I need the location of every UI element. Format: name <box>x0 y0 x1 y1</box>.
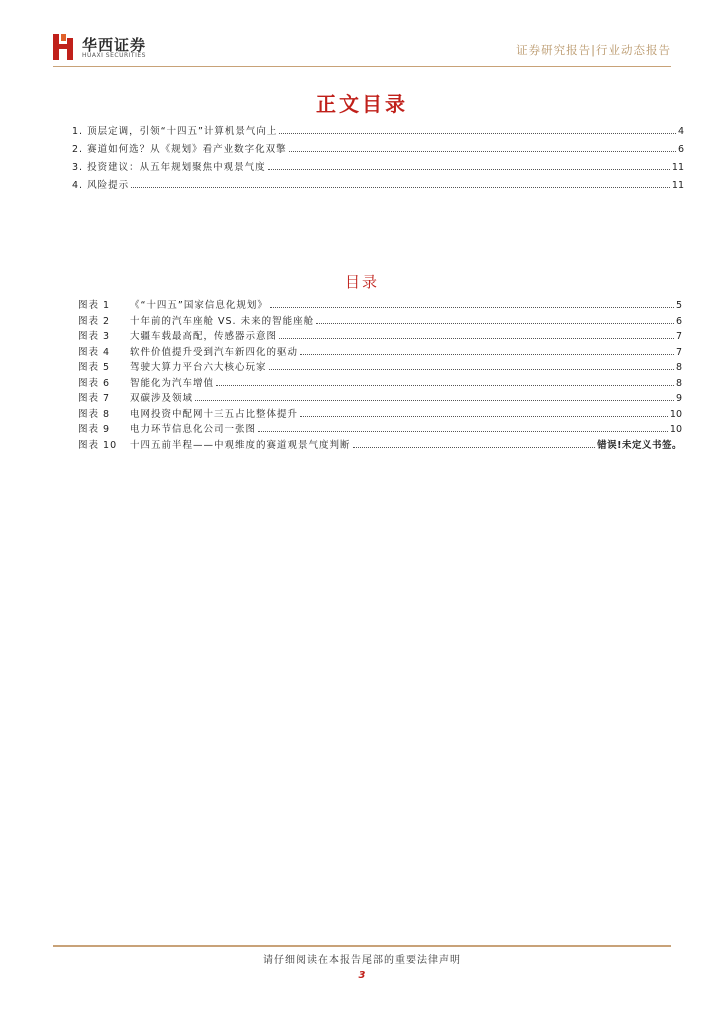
header-divider <box>53 66 671 67</box>
toc-entry-page: 11 <box>671 180 684 191</box>
figure-number: 图表 4 <box>78 346 111 358</box>
report-type-tag: 证券研究报告|行业动态报告 <box>516 43 671 57</box>
figure-number: 图表 8 <box>78 408 111 420</box>
figure-label: 电网投资中配网十三五占比整体提升 <box>130 408 299 420</box>
dot-leader <box>268 169 670 170</box>
figure-page: 8 <box>675 362 682 373</box>
toc-entry-label: 2. 赛道如何选？从《规划》看产业数字化双擎 <box>72 144 287 155</box>
figure-number: 图表 1 <box>78 300 111 311</box>
figure-label: 电力环节信息化公司一张图 <box>130 424 257 435</box>
figure-entry[interactable] <box>78 359 682 375</box>
figure-page: 10 <box>669 424 682 435</box>
figure-entry[interactable] <box>78 406 682 422</box>
figure-label: 十年前的汽车座舱 VS. 未来的智能座舱 <box>130 315 315 327</box>
figure-label: 双碳涉及领域 <box>130 393 194 404</box>
figure-page: 8 <box>675 377 682 389</box>
main-toc-list <box>72 123 684 195</box>
figure-number: 图表 5 <box>78 362 111 373</box>
figure-entry[interactable] <box>78 390 682 406</box>
toc-entry-page: 4 <box>677 126 684 137</box>
figure-entry[interactable] <box>78 437 682 453</box>
figure-number: 图表 6 <box>78 377 111 389</box>
figure-page-error: 错误!未定义书签。 <box>597 439 682 451</box>
figure-label: 《“十四五”国家信息化规划》 <box>130 300 268 311</box>
toc-entry[interactable] <box>72 123 684 141</box>
dot-leader <box>270 307 674 308</box>
legal-notice: 请仔细阅读在本报告尾部的重要法律声明 <box>263 955 461 966</box>
main-toc-title: 正文目录 <box>316 92 408 116</box>
dot-leader <box>269 369 674 370</box>
dot-leader <box>353 447 596 448</box>
figure-label: 十四五前半程——中观维度的赛道观景气度判断 <box>130 439 351 451</box>
figure-entry[interactable] <box>78 313 682 329</box>
toc-entry[interactable] <box>72 159 684 177</box>
toc-entry[interactable] <box>72 177 684 195</box>
dot-leader <box>131 187 670 188</box>
page-number: 3 <box>358 970 366 981</box>
figure-label: 大疆车载最高配，传感器示意图 <box>130 331 278 342</box>
dot-leader <box>300 354 674 355</box>
dot-leader <box>279 133 676 134</box>
figure-number: 图表 9 <box>78 424 111 435</box>
dot-leader <box>258 431 668 432</box>
figure-number: 图表 7 <box>78 393 111 404</box>
dot-leader <box>216 385 674 386</box>
logo-text-en: HUAXI SECURITIES <box>82 52 146 59</box>
toc-entry-page: 11 <box>671 162 684 173</box>
dot-leader <box>300 416 668 417</box>
figure-number: 图表 10 <box>78 439 118 451</box>
figure-toc-title: 目录 <box>344 273 379 291</box>
figure-label: 软件价值提升受到汽车新四化的驱动 <box>130 346 299 358</box>
figure-number: 图表 3 <box>78 331 111 342</box>
huaxi-logo-icon <box>53 34 75 60</box>
figure-page: 6 <box>675 315 682 327</box>
figure-page: 5 <box>675 300 682 311</box>
figure-page: 10 <box>669 408 682 420</box>
page-header <box>53 30 671 66</box>
figure-label: 智能化为汽车增值 <box>130 377 215 389</box>
figure-entry[interactable] <box>78 421 682 437</box>
figure-page: 7 <box>675 346 682 358</box>
toc-entry-page: 6 <box>677 144 684 155</box>
figure-entry[interactable] <box>78 297 682 313</box>
footer-divider <box>53 945 671 947</box>
figure-toc-list <box>78 297 682 452</box>
figure-page: 9 <box>675 393 682 404</box>
dot-leader <box>289 151 676 152</box>
dot-leader <box>279 338 674 339</box>
figure-page: 7 <box>675 331 682 342</box>
figure-label: 驾驶大算力平台六大核心玩家 <box>130 362 267 373</box>
toc-entry-label: 4. 风险提示 <box>72 180 130 191</box>
figure-entry[interactable] <box>78 344 682 360</box>
figure-number: 图表 2 <box>78 315 111 327</box>
dot-leader <box>195 400 674 401</box>
dot-leader <box>316 323 674 324</box>
figure-entry[interactable] <box>78 328 682 344</box>
toc-entry[interactable] <box>72 141 684 159</box>
toc-entry-label: 3. 投资建议：从五年规划聚焦中观景气度 <box>72 162 266 173</box>
figure-entry[interactable] <box>78 375 682 391</box>
toc-entry-label: 1. 顶层定调，引领“十四五”计算机景气向上 <box>72 126 278 137</box>
logo-text-cn: 华西证券 <box>82 36 147 54</box>
